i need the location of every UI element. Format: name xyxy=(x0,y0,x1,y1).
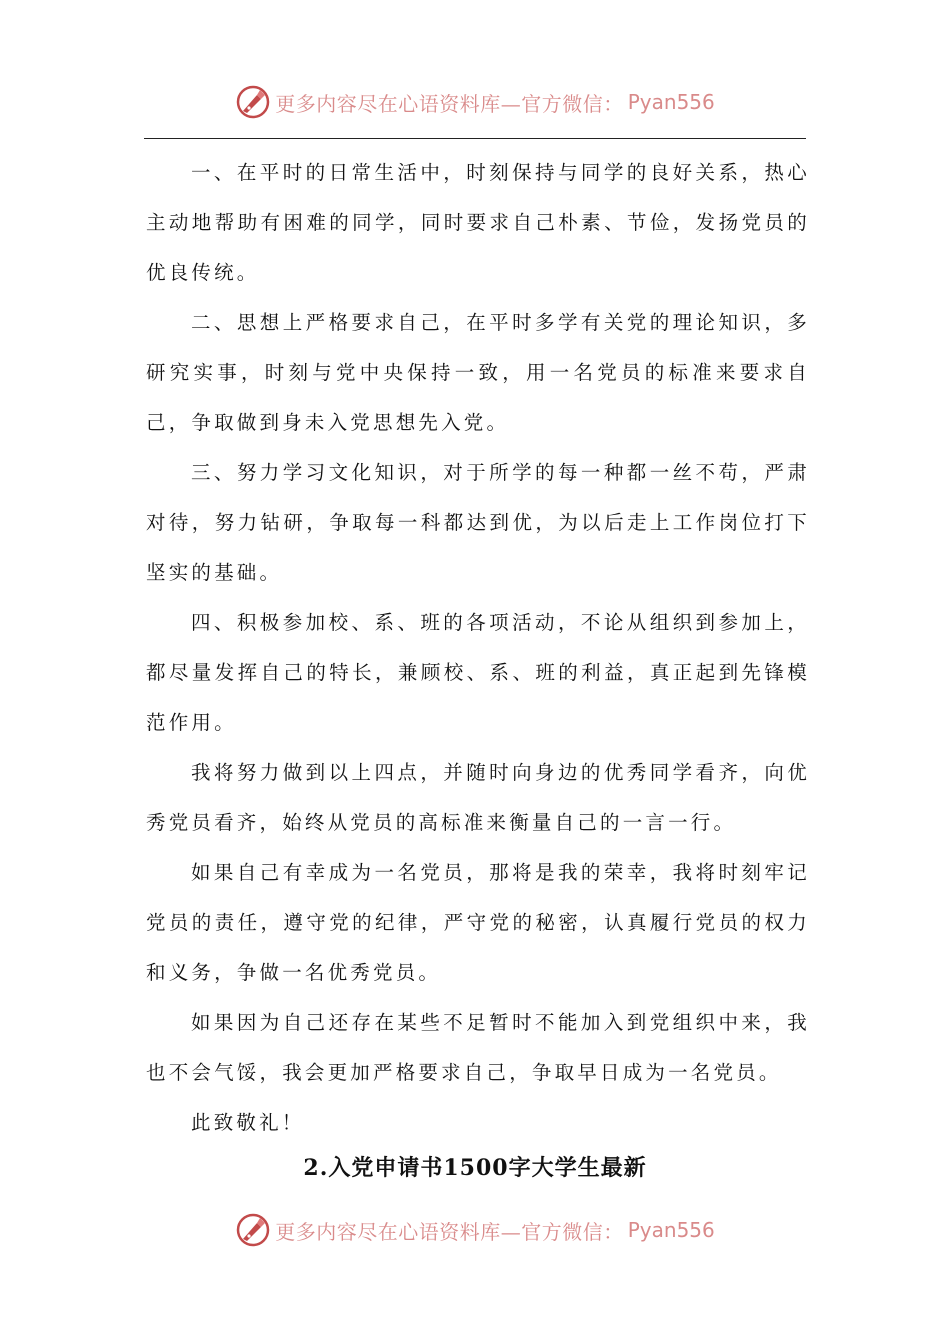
footer-banner xyxy=(0,1208,950,1252)
banner-text: 更多内容尽在心语资料库—官方微信： xyxy=(275,1219,624,1244)
paragraph: 二、思想上严格要求自己，在平时多学有关党的理论知识，多研究实事，时刻与党中央保持一致，用一名党员的标准来要求自己，争取做到身未入党思想先入党。 xyxy=(146,311,810,434)
paragraph: 一、在平时的日常生活中，时刻保持与同学的良好关系，热心主动地帮助有困难的同学，同时要求自己朴素、节俭，发扬党员的优良传统。 xyxy=(146,161,810,284)
document-body xyxy=(146,148,810,1148)
closing-salutation: 此致敬礼！ xyxy=(191,1111,305,1134)
paragraph: 三、努力学习文化知识，对于所学的每一种都一丝不苟，严肃对待，努力钻研，争取每一科都达到优，为以后走上工作岗位打下坚实的基础。 xyxy=(146,461,810,584)
banner-wechat-id: Pyan556 xyxy=(627,1218,715,1242)
banner-text: 更多内容尽在心语资料库—官方微信： xyxy=(275,91,624,116)
pen-nib-logo-icon xyxy=(235,84,271,120)
pen-nib-logo-icon xyxy=(235,1212,271,1248)
header-banner xyxy=(0,80,950,124)
section-heading: 2.入党申请书1500字大学生最新 xyxy=(303,1155,647,1181)
banner-wechat-id: Pyan556 xyxy=(627,90,715,114)
header-divider xyxy=(144,138,806,139)
paragraph: 四、积极参加校、系、班的各项活动，不论从组织到参加上，都尽量发挥自己的特长，兼顾校、系、班的利益，真正起到先锋模范作用。 xyxy=(146,611,810,734)
paragraph: 如果因为自己还存在某些不足暂时不能加入到党组织中来，我也不会气馁，我会更加严格要求自己，争取早日成为一名党员。 xyxy=(146,1011,810,1084)
paragraph: 我将努力做到以上四点，并随时向身边的优秀同学看齐，向优秀党员看齐，始终从党员的高标准来衡量自己的一言一行。 xyxy=(146,761,810,834)
paragraph: 如果自己有幸成为一名党员，那将是我的荣幸，我将时刻牢记党员的责任，遵守党的纪律，严守党的秘密，认真履行党员的权力和义务，争做一名优秀党员。 xyxy=(146,861,810,984)
